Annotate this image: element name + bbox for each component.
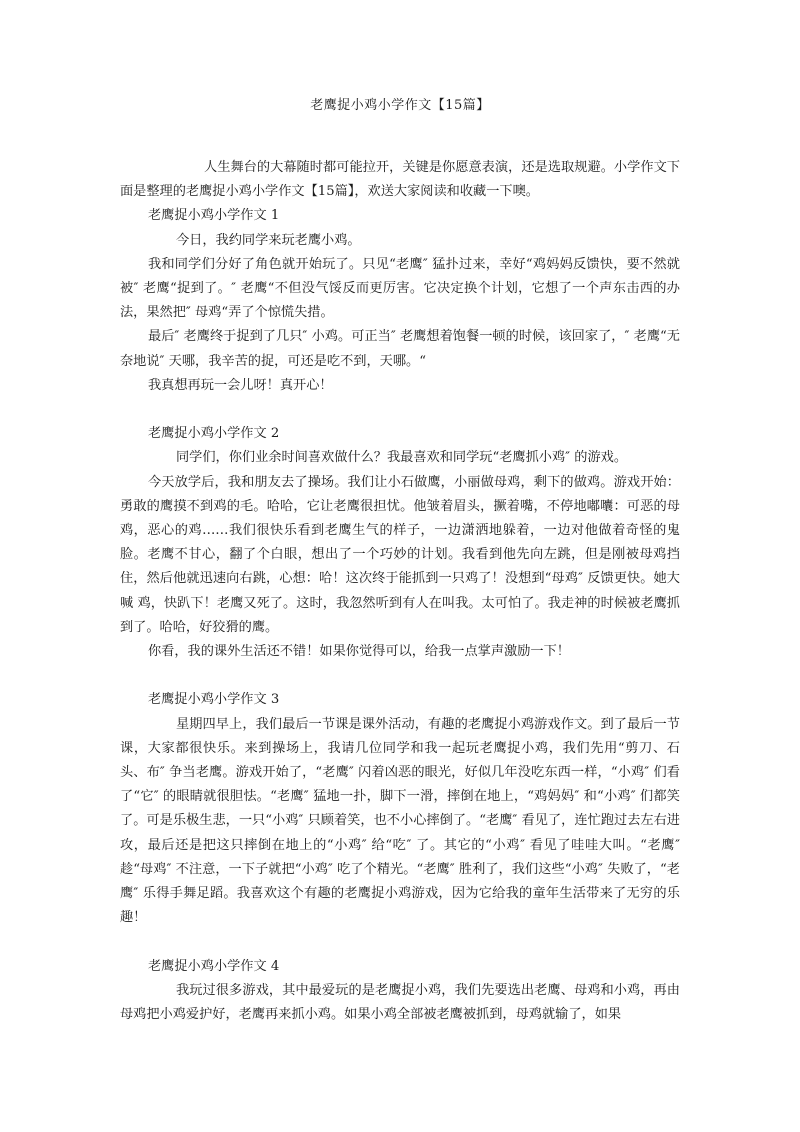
paragraph: 我玩过很多游戏，其中最爱玩的是老鹰捉小鸡，我们先要选出老鹰、母鸡和小鸡，再由母鸡把小鸡爱护好，老鹰再来抓小鸡。如果小鸡全部被老鹰被抓到，母鸡就输了，如果 (120, 982, 680, 1023)
section-gap (120, 664, 680, 688)
document-body (120, 156, 680, 1027)
section-heading-1: 老鹰捉小鸡小学作文 1 (148, 208, 280, 224)
intro-paragraph: 人生舞台的大幕随时都可能拉开，关键是你愿意表演，还是选取规避。小学作文下面是整理的老鹰捉小鸡小学作文【15篇】，欢送大家阅读和收藏一下噢。 (120, 160, 680, 200)
section-heading-4: 老鹰捉小鸡小学作文 4 (148, 958, 280, 974)
paragraph: 你看，我的课外生活还不错！如果你觉得可以，给我一点掌声激励一下！ (148, 644, 570, 660)
paragraph: 今天放学后，我和朋友去了操场。我们让小石做鹰，小丽做母鸡，剩下的做鸡。游戏开始：勇敢的鹰摸不到鸡的毛。哈哈，它让老鹰很担忧。他皱着眉头，撅着嘴，不停地嘟囔：可恶的母鸡，恶心的鸡……我们很快乐看到老鹰生气的样子，一边潇洒地躲着，一边对他做着奇怪的鬼脸。老鹰不甘心，翻了个白眼，想出了一个巧妙的计划。我看到他先向左跳，但是刚被母鸡挡住，然后他就迅速向右跳，心想：哈！这次终于能抓到一只鸡了！没想到“母鸡″ 反馈更快。她大喊 鸡，快趴下！老鹰又死了。这时，我忽然听到有人在叫我。太可怕了。我走神的时候被老鹰抓到了。哈哈，好狡猾的鹰。 (120, 474, 680, 635)
paragraph: 今日，我约同学来玩老鹰小鸡。 (176, 232, 361, 248)
section-gap (120, 930, 680, 954)
section-gap (120, 398, 680, 422)
paragraph: 最后″ 老鹰终于捉到了几只″ 小鸡。可正当″ 老鹰想着饱餐一顿的时候，该回家了，″ 老鹰“无奈地说″ 天哪，我辛苦的捉，可还是吃不到，天哪。“ (120, 329, 680, 369)
section-heading-2: 老鹰捉小鸡小学作文 2 (148, 426, 280, 442)
section-heading-3: 老鹰捉小鸡小学作文 3 (148, 692, 280, 708)
paragraph: 我和同学们分好了角色就开始玩了。只见“老鹰″ 猛扑过来，幸好“鸡妈妈反馈快，要不然就被″ 老鹰“捉到了。″ 老鹰“不但没气馁反而更厉害。它决定换个计划，它想了一个声东击西的办法，果然把″ 母鸡“弄了个惊慌失措。 (120, 256, 680, 321)
paragraph: 同学们，你们业余时间喜欢做什么？我最喜欢和同学玩“老鹰抓小鸡″ 的游戏。 (176, 450, 628, 466)
paragraph: 我真想再玩一会儿呀！真开心！ (148, 377, 333, 393)
paragraph: 星期四早上，我们最后一节课是课外活动，有趣的老鹰捉小鸡游戏作文。到了最后一节课，大家都很快乐。来到操场上，我请几位同学和我一起玩老鹰捉小鸡，我们先用“剪刀、石头、布″ 争当老鹰。游戏开始了，“老鹰″ 闪着凶恶的眼光，好似几年没吃东西一样，“小鸡″ 们看了“它″ 的眼睛就很胆怯。“老鹰″ 猛地一扑，脚下一滑，摔倒在地上，“鸡妈妈″ 和“小鸡″ 们都笑了。可是乐极生悲，一只“小鸡″ 只顾着笑，也不小心摔倒了。“老鹰″ 看见了，连忙跑过去左右进攻，最后还是把这只摔倒在地上的“小鸡″ 给“吃″ 了。其它的“小鸡″ 看见了哇哇大叫。“老鹰″ 趁“母鸡″ 不注意，一下子就把“小鸡″ 吃了个精光。“老鹰″ 胜利了，我们这些“小鸡″ 失败了，“老鹰″ 乐得手舞足蹈。我喜欢这个有趣的老鹰捉小鸡游戏，因为它给我的童年生活带来了无穷的乐趣！ (120, 716, 680, 926)
document-title: 老鹰捉小鸡小学作文【15篇】 (310, 98, 490, 113)
